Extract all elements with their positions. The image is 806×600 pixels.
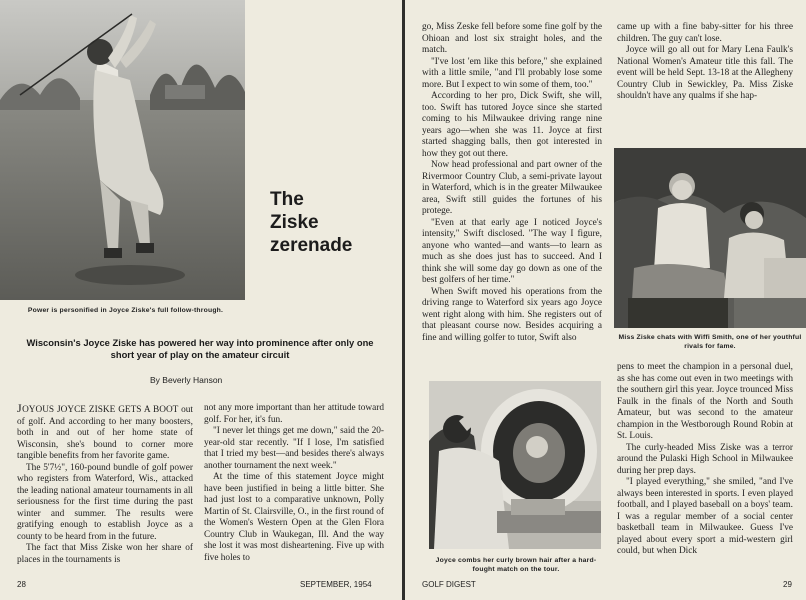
magazine-name: GOLF DIGEST (422, 580, 476, 589)
right-column-2-bottom (617, 362, 793, 558)
left-page (0, 0, 402, 600)
page-number-left: 28 (17, 580, 26, 589)
mirror-photo-image (429, 381, 601, 549)
paragraph: pens to meet the champion in a personal duel, as she has come out even in two meetings with the southern girl this year. Joyce trounced Miss Faulk in the finals of the North and South Amateur, but was second to the amateur champion in the Westborough Round Robin at St. Louis. (617, 362, 793, 441)
article-title-line-3: zerenade (270, 235, 353, 256)
paragraph: go, Miss Zeske fell before some fine golf by the Ohioan and lost six straight holes, and the match. (422, 22, 602, 55)
paragraph: Joyce will go all out for Mary Lena Faulk's National Women's Amateur title this fall. The event will be held Sept. 13-18 at the Allegheny Country Club in Sewickley, Pa. Miss Ziske shouldn't have any qualms if she hap- (617, 45, 793, 101)
paragraph: Now head professional and part owner of the Rivermoor Country Club, a semi-private layout in Waterford, which is in the greater Milwaukee area, Swift still guides the fortunes of his protege. (422, 160, 602, 216)
paragraph: not any more important than her attitude toward golf. For her, it's fun. (204, 403, 384, 425)
article-subtitle: Wisconsin's Joyce Ziske has powered her way into prominence after only one short year of play on the amateur circuit (26, 337, 374, 360)
right-page (405, 0, 806, 600)
hair-photo-caption: Joyce combs her curly brown hair after a hard-fought match on the tour. (435, 557, 597, 573)
paragraph: At the time of this statement Joyce might have been justified in being a little bitter. She had just lost to a comparative unknown, Polly Martin of St. Clairsville, O., in the first round of the Women's Western Open at the Glen Flora Country Club in Waukegan, Ill. And the way she lost it was most disheartening. Five up with five holes to (204, 472, 384, 563)
paragraph: came up with a fine baby-sitter for his three children. The guy can't lose. (617, 22, 793, 44)
right-column-1 (422, 22, 602, 344)
golfer-follow-through-photo (0, 0, 245, 300)
article-title-line-1: The (270, 189, 304, 210)
paragraph: The 5'7½", 160-pound bundle of golf power who registers from Waterford, Wis., attacked the leading national amateur tournaments in all seriousness for the first time during the past winter and summer. The results were gratifying enough to establish Joyce as a county to be heard from in the future. (17, 462, 193, 542)
paragraph: "I played everything," she smiled, "and I've always been interested in sports. I even played football, and I played baseball on a boys' team. I was a regular member of a social center basketball team in Milwaukee. Guess I've played about every sport a mid-western girl could, but when Dick (617, 477, 793, 556)
paragraph: The curly-headed Miss Ziske was a terror around the Pulaski High School in Milwaukee during her prep days. (617, 442, 793, 476)
chat-photo-caption: Miss Ziske chats with Wiffi Smith, one of her youthful rivals for fame. (618, 334, 802, 350)
left-column-2 (204, 403, 384, 564)
left-column-1 (17, 403, 193, 566)
paragraph: When Swift moved his operations from the driving range to Waterford six years ago Joyce went right along with him. She registers out of that pleasant course now. Besides acquiring a fine and willing golfer to tutor, Swift also (422, 286, 602, 343)
lead-paragraph: JOYOUS JOYCE ZISKE GETS A BOOT out of golf. And according to her many boosters, both in and out of her home state of Wisconsin, she's bound to corner more tangible benefits from her favorite game. (17, 401, 193, 461)
golfer-photo-image (0, 0, 245, 300)
paragraph: "I never let things get me down," said the 20-year-old star recently. "If I lose, I'm satisfied that I tried my best—and besides there's always another tournament the next week." (204, 426, 384, 471)
drop-cap: J (17, 401, 23, 415)
page-number-right: 29 (783, 580, 792, 589)
paragraph: The fact that Miss Ziske won her share of places in the tournaments is (17, 543, 193, 565)
paragraph: "Even at that early age I noticed Joyce's intensity," Swift disclosed. "The way I figure, anyone who wanted—and wants—to learn as much as she does just has to succeed. And I think she will some day go down as one of the best golfers of her time." (422, 217, 602, 285)
right-column-2-top (617, 22, 793, 103)
byline: By Beverly Hanson (150, 375, 223, 385)
issue-date: SEPTEMBER, 1954 (300, 580, 372, 589)
ziske-with-smith-photo (614, 148, 806, 328)
hair-combing-photo (429, 381, 601, 549)
article-title-line-2: Ziske (270, 212, 319, 233)
golfer-photo-caption: Power is personified in Joyce Ziske's full follow-through. (27, 307, 224, 314)
chat-photo-image (614, 148, 806, 328)
paragraph: According to her pro, Dick Swift, she will, too. Swift has tutored Joyce since she started coming to his Milwaukee driving range nine years ago—when she was 11. Joyce at first started shagging balls, then got interested in how they got out there. (422, 91, 602, 159)
paragraph: "I've lost 'em like this before," she explained with a little smile, "and I'll probably lose some more. But I expect to win some of them, too." (422, 56, 602, 90)
